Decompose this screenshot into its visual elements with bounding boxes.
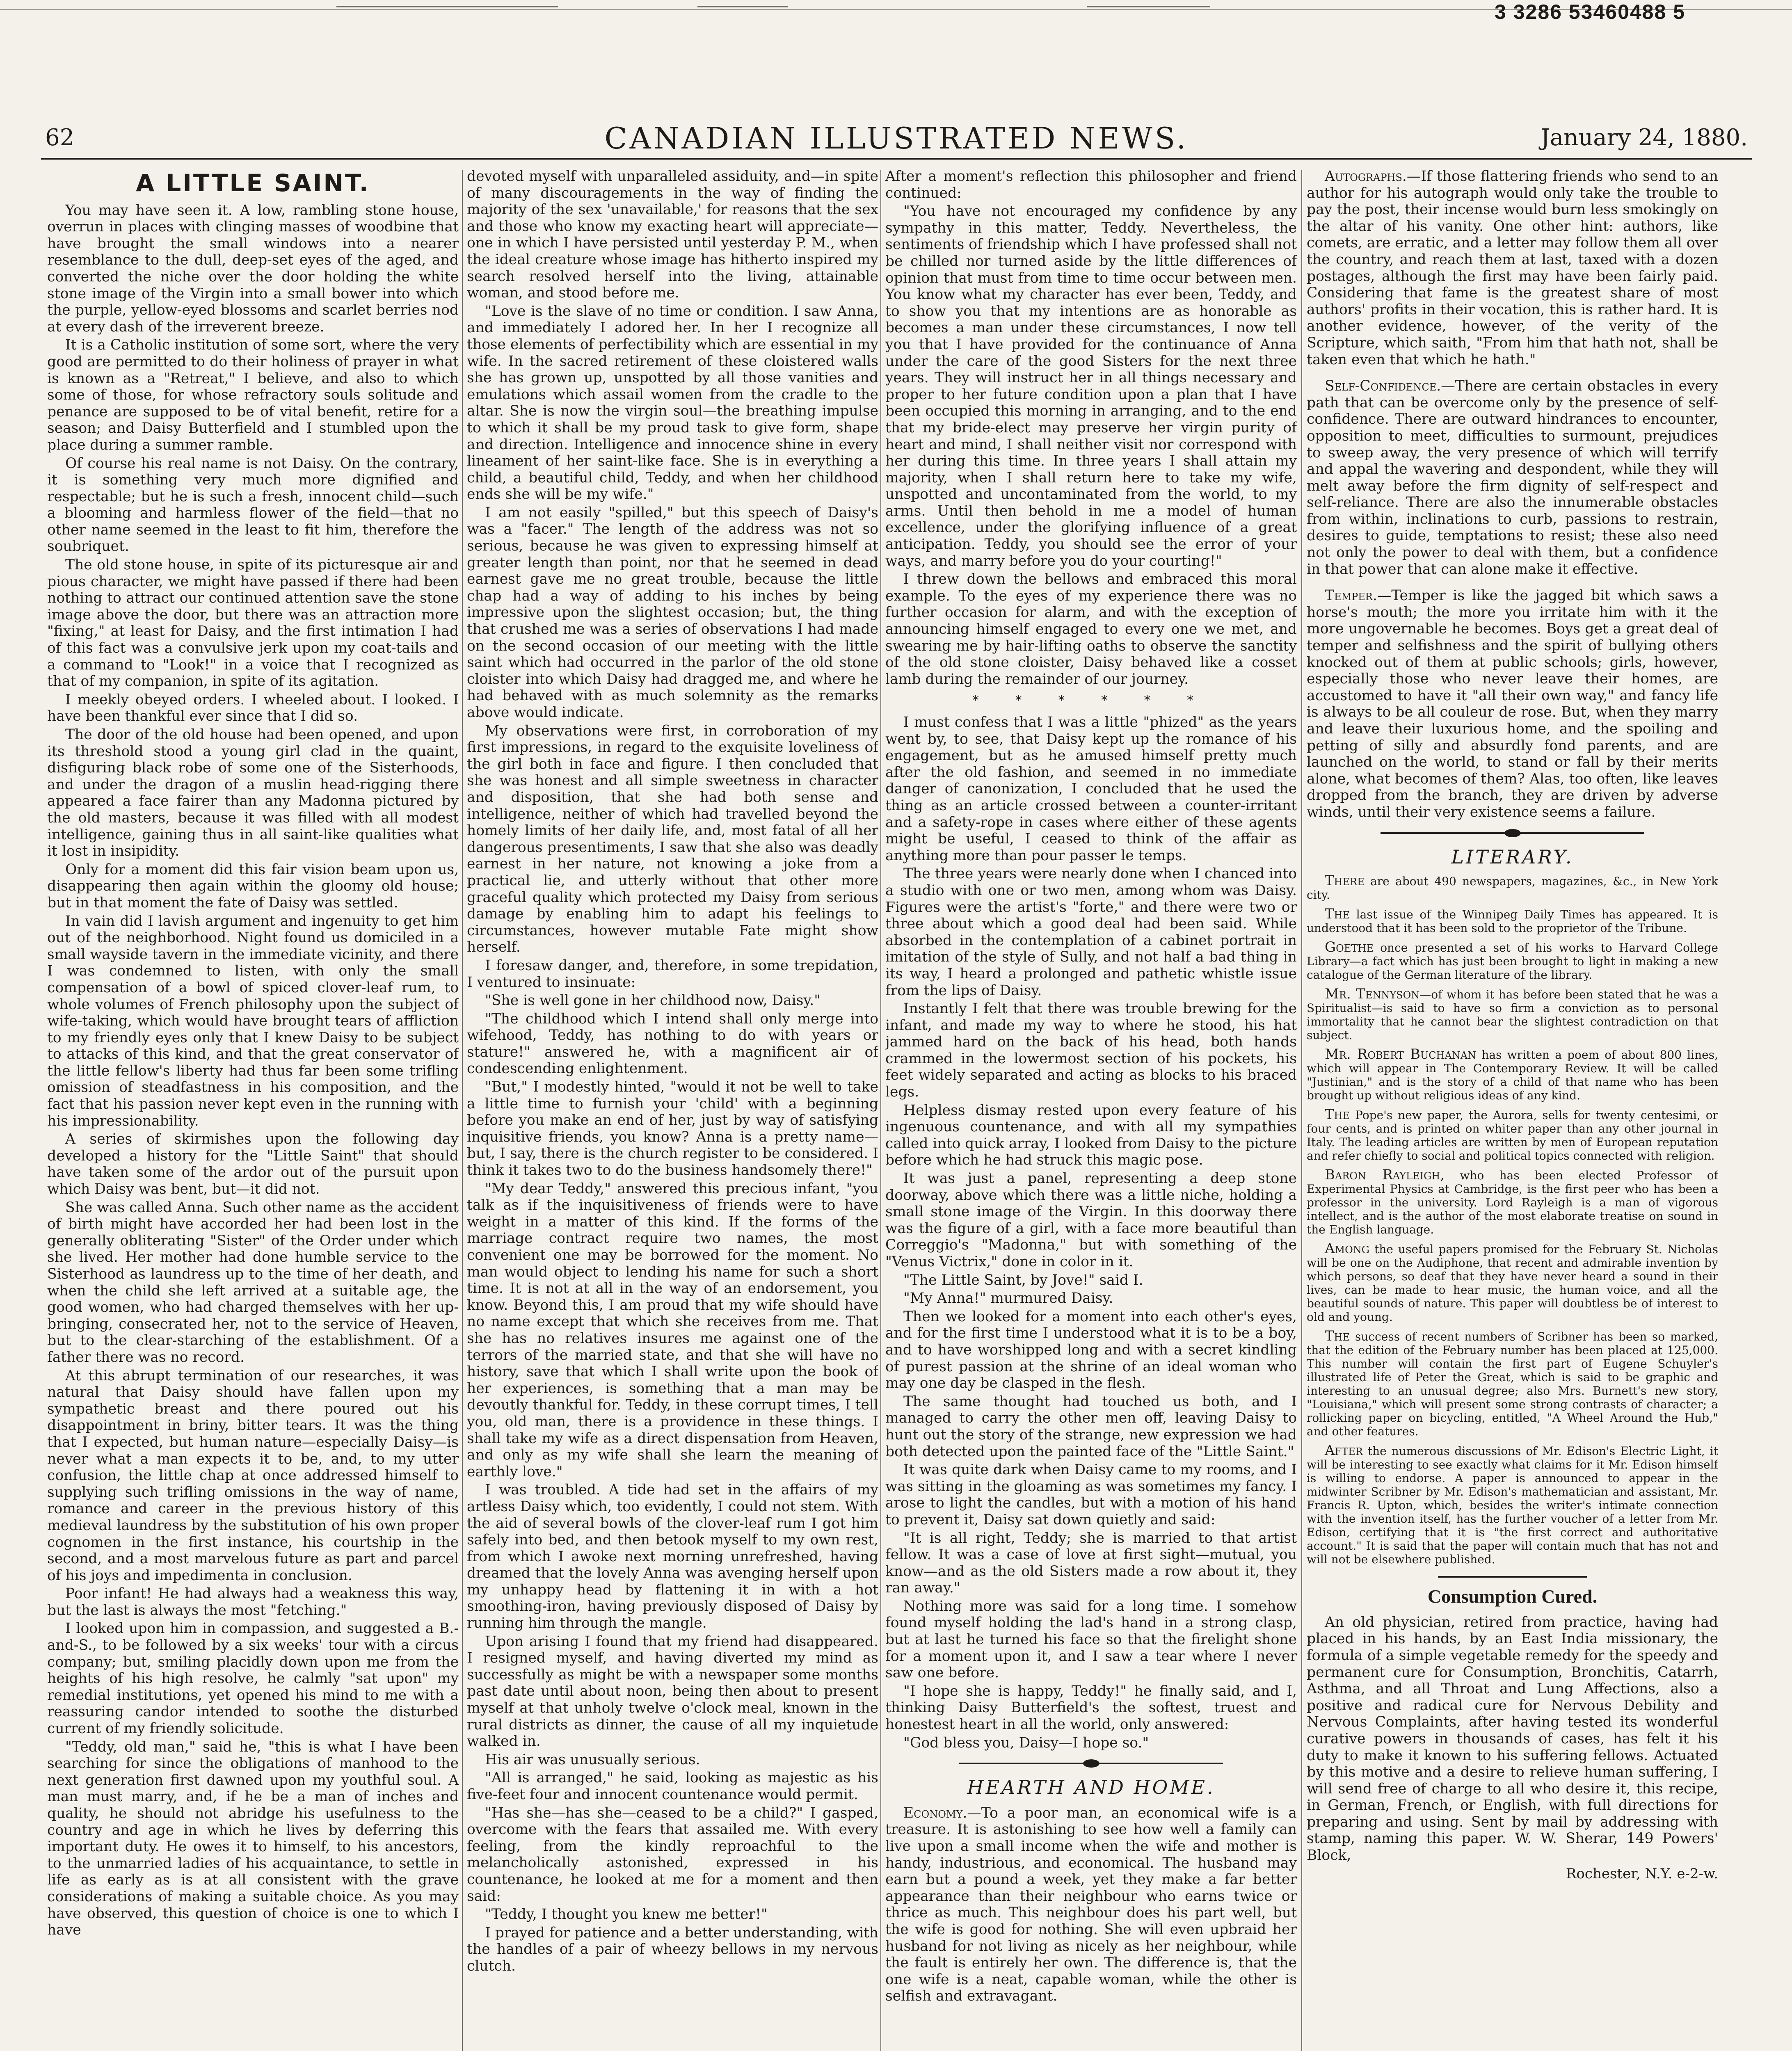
paragraph-self-confidence xyxy=(1307,378,1718,578)
issue-date: January 24, 1880. xyxy=(1541,124,1748,151)
literary-note xyxy=(1307,941,1718,982)
note-lead: There xyxy=(1325,872,1365,889)
top-edge-mark xyxy=(697,6,788,7)
paragraph: I looked upon him in compassion, and suggested a B.-and-S., to be followed by a six weeks' tour with a circus company; but, smiling placidly down upon me from the heights of his high resolve, he calmly "sat upon" my remedial institutions, yet opened his mind to me with a reassuring candor intended to soothe the disturbed current of my friendly solicitude. xyxy=(47,1620,459,1737)
note-lead: Mr. Robert Buchanan xyxy=(1325,1046,1477,1063)
masthead-rule xyxy=(41,158,1752,160)
run-in-heading: Autographs. xyxy=(1325,168,1407,185)
ornamental-rule xyxy=(1307,828,1718,837)
note-text: the useful papers promised for the February St. Nicholas will be one on the Audiphone, that recent and admirable invention by which persons, so deaf that they have never heard a sound in their lives, can be made to hear music, the human voice, and all the beautiful sounds of nature. This paper will doubtless be of interest to old and young. xyxy=(1307,1242,1718,1324)
note-text: once presented a set of his works to Harvard College Library—a fact which has just been brought to light in making a new catalogue of the German literature of the library. xyxy=(1307,941,1718,982)
column-3 xyxy=(885,168,1297,2051)
paragraph: "I hope she is happy, Teddy!" he finally said, and I, thinking Daisy Butterfield's the softest, truest and honestest heart in all the world, only answered: xyxy=(885,1683,1297,1733)
paragraph: Of course his real name is not Daisy. On the contrary, it is something very much more dignified and respectable; but he is such a fresh, innocent child—such a blooming and harmless flower of the field—that no other name seemed in the least to fit him, therefore the soubriquet. xyxy=(47,455,459,555)
paragraph: I was troubled. A tide had set in the affairs of my artless Daisy which, too evidently, I could not stem. With the aid of several bowls of the clover-leaf rum I got him safely into bed, and then betook myself to my own rest, from which I awoke next morning unrefreshed, having dreamed that the lovely Anna was avenging herself upon my unhappy head by flattening it in with a hot smoothing-iron, having previously disposed of Daisy by running him through the mangle. xyxy=(467,1482,878,1632)
paragraph: Only for a moment did this fair vision beam upon us, disappearing then again within the gloomy old house; but in that moment the fate of Daisy was settled. xyxy=(47,861,459,911)
literary-note xyxy=(1307,874,1718,902)
paragraph: I must confess that I was a little "phized" as the years went by, to see, that Daisy kept up the romance of his engagement, but as he amused himself pretty much after the old fashion, and seemed in no immediate danger of canonization, I concluded that he used the thing as an article crossed between a counter-irritant and a safety-rope in cases where either of these agents might be useful, I ceased to think of the affair as anything more than pour passer le temps. xyxy=(885,714,1297,864)
paragraph: "But," I modestly hinted, "would it not be well to take a little time to furnish your 'child' with a beginning before you make an end of her, just by way of satisfying inquisitive friends, you know? Anna is a pretty name—but, I say, there is the church register to be considered. I think it takes two to do the business handsomely there!" xyxy=(467,1079,878,1179)
paragraph: "God bless you, Daisy—I hope so." xyxy=(903,1734,1149,1751)
literary-note xyxy=(1307,907,1718,935)
scan-top-edge xyxy=(0,0,1792,25)
literary-note xyxy=(1307,1168,1718,1236)
page-number: 62 xyxy=(45,124,75,151)
literary-note xyxy=(1307,987,1718,1042)
paragraph: "You have not encouraged my confidence by any sympathy in this matter, Teddy. Nevertheless, the sentiments of friendship which I have professed shall not be chilled nor turned aside by the little differences of opinion that must from time to time occur between men. You know what my character has ever been, Teddy, and to show you that my intentions are as honorable as becomes a man under these circumstances, I now tell you that I have provided for the continuance of Anna under the care of the good Sisters for the next three years. They will instruct her in all things necessary and proper to her future condition upon a plan that I have been occupied this morning in arranging, and to the end that my bride-elect may preserve her virgin purity of heart and mind, I shall neither visit nor correspond with her during this time. In three years I shall attain my majority, when I shall return here to take my wife, unspotted and uncontaminated from the world, to my arms. Until then behold in me a model of human excellence, under the glorifying influence of a great anticipation. Teddy, you should see the error of your ways, and marry before you do your courting!" xyxy=(885,203,1297,569)
paragraph-text: —Temper is like the jagged bit which saws a horse's mouth; the more you irritate him with it the more ungovernable he becomes. Boys get a great deal of temper and selfishness and the spirit of bullying others knocked out of them at public schools; girls, however, especially those who never leave their homes, are accustomed to have it "all their own way," and fancy life is always to be all couleur de rose. But, when they marry and leave their luxurious home, and the spoiling and petting of silly and absurdly fond parents, and are launched on the world, to stand or fall by their merits alone, what becomes of them? Alas, too often, like leaves dropped from the branch, they are driven by adverse winds, until their very existence seems a failure. xyxy=(1307,587,1718,820)
paragraph-autographs xyxy=(1307,168,1718,368)
paragraph: I foresaw danger, and, therefore, in some trepidation, I ventured to insinuate: xyxy=(467,957,878,991)
literary-note xyxy=(1307,1048,1718,1102)
paragraph: The three years were nearly done when I chanced into a studio with one or two men, among whom was Daisy. Figures were the artist's "forte," and there were two or three about which a good deal had been said. While absorbed in the contemplation of a cabinet portrait in imitation of the style of Sully, and not half a bad thing in its way, I heard a prolonged and pathetic whistle issue from the lips of Daisy. xyxy=(885,866,1297,999)
paragraph: "All is arranged," he said, looking as majestic as his five-feet four and innocent countenance would permit. xyxy=(467,1770,878,1803)
paragraph: "The Little Saint, by Jove!" said I. xyxy=(903,1272,1143,1288)
paragraph: The old stone house, in spite of its picturesque air and pious character, we might have passed if there had been nothing to attract our continued attention save the stone image above the door, but there was an attraction more "fixing," at least for Daisy, and the first intimation I had of this fact was a convulsive jerk upon my coat-tails and a command to "Look!" in a voice that I recognized as that of my companion, in spite of its agitation. xyxy=(47,557,459,690)
column-1 xyxy=(47,168,459,2051)
paragraph: My observations were first, in corroboration of my first impressions, in regard to the exquisite loveliness of the girl both in face and figure. I then concluded that she was honest and all simple sweetness in character and disposition, that she had both sense and intelligence, neither of which had travelled beyond the homely limits of her daily life, and, most fatal of all her dangerous presentiments, I saw that she also was deadly earnest in her nature, not knowing a joke from a practical lie, and utterly without that other more graceful quality which protected my Daisy from serious damage by enabling him to adapt his feelings to circumstances, however mutable Fate might show herself. xyxy=(467,722,878,956)
paragraph-text: —To a poor man, an economical wife is a treasure. It is astonishing to see how well a family can live upon a small income when the wife and mother is handy, industrious, and economical. The husband may earn but a pound a week, yet they make a far better appearance than their neighbour who earns twice or thrice as much. This neighbour does his part well, but the wife is good for nothing. She will even upbraid her husband for not living as nicely as her neighbour, while the fault is entirely her own. The difference is, that the one wife is a neat, capable woman, while the other is selfish and extravagant. xyxy=(885,1804,1297,2005)
note-lead: Mr. Tennyson xyxy=(1325,986,1420,1003)
paragraph: "Teddy, I thought you knew me better!" xyxy=(485,1906,768,1923)
paragraph: "The childhood which I intend shall only merge into wifehood, Teddy, has nothing to do with years or stature!" answered he, with a magnificent air of condescending enlightenment. xyxy=(467,1010,878,1077)
note-lead: Baron Rayleigh, xyxy=(1325,1167,1445,1183)
section-title-literary: LITERARY. xyxy=(1451,845,1574,868)
run-in-heading: Economy. xyxy=(903,1804,967,1821)
paragraph-economy xyxy=(885,1805,1297,2005)
column-rule xyxy=(462,170,463,2051)
ornamental-rule xyxy=(885,1759,1297,1768)
section-title-hearth-and-home: HEARTH AND HOME. xyxy=(967,1776,1215,1799)
paragraph-text: —If those flattering friends who send to an author for his autograph would only take the trouble to pay the post, their incense would burn less smokingly on the altar of his vanity. One other hint: authors, like comets, are erratic, and a letter may follow them all over the country, and reach them at last, taxed with a dozen postages, although the first may have been fairly paid. Considering that fame is the greatest share of most authors' profits in their vocation, this is rather hard. It is another evidence, however, of the verity of the Scripture, which saith, "From him that hath not, shall be taken even that which he hath." xyxy=(1307,168,1718,368)
advert-title-consumption-cured: Consumption Cured. xyxy=(1427,1586,1598,1607)
note-text: are about 490 newspapers, magazines, &c., in New York city. xyxy=(1307,875,1718,902)
ornamental-rule xyxy=(1307,1572,1718,1581)
run-in-heading: Temper. xyxy=(1325,587,1377,604)
paragraph: Instantly I felt that there was trouble brewing for the infant, and made my way to where he stood, his hat jammed hard on the back of his head, both hands crammed in the lowermost section of his pockets, his feet widely separated and acting as blocks to his braced legs. xyxy=(885,1000,1297,1101)
note-text: last issue of the Winnipeg Daily Times has appeared. It is understood that it has been sold to the proprietor of the Tribune. xyxy=(1307,908,1718,935)
advert-signature: Rochester, N.Y. e-2-w. xyxy=(1566,1865,1718,1882)
note-lead: The xyxy=(1325,1328,1350,1345)
section-break-stars: * * * * * * xyxy=(972,693,1210,708)
paragraph: Poor infant! He had always had a weakness this way, but the last is always the most "fetching." xyxy=(47,1585,459,1619)
paragraph: It is a Catholic institution of some sort, where the very good are permitted to do their holiness of prayer in what is known as a "Retreat," I believe, and also to which some of those, for whose refractory souls solitude and penance are supposed to be of vital benefit, retire for a season; and Daisy Butterfield and I stumbled upon the place during a summer ramble. xyxy=(47,337,459,453)
top-edge-mark xyxy=(1087,6,1210,7)
advert-text: An old physician, retired from practice, having had placed in his hands, by an East India missionary, the formula of a simple vegetable remedy for the speedy and permanent cure for Consumption, Bronchitis, Catarrh, Asthma, and all Throat and Lung Affections, also a positive and radical cure for Nervous Debility and Nervous Complaints, after having tested its wonderful curative powers in thousands of cases, has felt it his duty to make it known to his suffering fellows. Actuated by this motive and a desire to relieve human suffering, I will send free of charge to all who desire it, this recipe, in German, French, or English, with full directions for preparing and using. Sent by mail by addressing with stamp, naming this paper. W. W. Sherar, 149 Powers' Block, xyxy=(1307,1614,1718,1864)
library-barcode: 3 3286 53460488 5 xyxy=(1495,0,1685,23)
note-text: who has been elected Professor of Experimental Physics at Cambridge, is the first peer who has been a professor in the university. Lord Rayleigh is a man of vigorous intellect, and is the author of the most elaborate treatise on sound in the English language. xyxy=(1307,1169,1718,1237)
paragraph: "Teddy, old man," said he, "this is what I have been searching for since the obligations of manhood to the next generation first dawned upon my youthful soul. A man must marry, and, if he be a man of inches and quality, he should not abridge his usefulness to the country and age in which he lives by deferring this important duty. He owes it to himself, to his ancestors, to the unmarried ladies of his acquaintance, to settle in life as early as is at all consistent with the grave considerations of making a suitable choice. As you may have observed, this question of choice is one to which I have xyxy=(47,1738,459,1939)
paragraph: His air was unusually serious. xyxy=(485,1751,700,1768)
paragraph: "My Anna!" murmured Daisy. xyxy=(903,1290,1113,1307)
paragraph: devoted myself with unparalleled assiduity, and—in spite of many discouragements in the way of finding the majority of the sex 'unavailable,' for reasons that the sex and those who know my exacting heart will appreciate—one in which I have persisted until yesterday P. M., when the ideal creature whose image has hitherto inspired my search resolved herself into the living, attainable woman, and stood before me. xyxy=(467,168,878,301)
note-text: Pope's new paper, the Aurora, sells for twenty centesimi, or four cents, and is printed on whiter paper than any other journal in Italy. The leading articles are written by men of European reputation and refer chiefly to social and political topics connected with religion. xyxy=(1307,1108,1718,1163)
paragraph: In vain did I lavish argument and ingenuity to get him out of the neighborhood. Night found us domiciled in a small wayside tavern in the immediate vicinity, and there I was condemned to listen, with only the small compensation of a bowl of spiced clover-leaf rum, to whole volumes of French philosophy upon the subject of wife-taking, which would have brought tears of affliction to my friendly eyes only that I knew Daisy to be subject to attacks of this kind, and that the great conservator of the little fellow's liberty had thus far been some trifling omission of steadfastness in his composition, and the fact that his passion never kept even in the running with his impressionability. xyxy=(47,913,459,1129)
run-in-heading: Self-Confidence. xyxy=(1325,378,1441,395)
paragraph: It was just a panel, representing a deep stone doorway, above which there was a little niche, holding a small stone image of the Virgin. In this doorway there was the figure of a girl, with a face more beautiful than Correggio's "Madonna," but with something of the "Venus Victrix," done in color in it. xyxy=(885,1170,1297,1270)
paragraph: I prayed for patience and a better understanding, with the handles of a pair of wheezy bellows in my nervous clutch. xyxy=(467,1924,878,1974)
paragraph: The door of the old house had been opened, and upon its threshold stood a young girl clad in the quaint, disfiguring black robe of some one of the Sisterhoods, and under the dragon of a muslin head-rigging there appeared a face fairer than any Madonna pictured by the old masters, because it was filled with all modest intelligence, gaining thus in all saint-like qualities what it lost in insipidity. xyxy=(47,726,459,860)
note-lead: Among xyxy=(1325,1240,1369,1257)
paragraph: I meekly obeyed orders. I wheeled about. I looked. I have been thankful ever since that I did so. xyxy=(47,691,459,725)
literary-note xyxy=(1307,1108,1718,1163)
paragraph: "It is all right, Teddy; she is married to that artist fellow. It was a case of love at first sight—mutual, you know—and as the old Sisters made a row about it, they ran away." xyxy=(885,1530,1297,1596)
literary-note xyxy=(1307,1242,1718,1324)
paragraph: "Love is the slave of no time or condition. I saw Anna, and immediately I adored her. In her I recognize all those elements of perfectibility which are essential in my wife. In the sacred retirement of these cloistered walls she has grown up, unspotted by all those vanities and emulations which assail women from the cradle to the altar. She is now the virgin soul—the breathing impulse to which it shall be my proud task to give form, shape and direction. Intelligence and innocence shine in every lineament of her saint-like face. She is in everything a child, a beautiful child, Teddy, and when her childhood ends she will be my wife." xyxy=(467,303,878,503)
note-text: success of recent numbers of Scribner has been so marked, that the edition of the February number has been placed at 125,000. This number will contain the first part of Eugene Schuyler's illustrated life of Peter the Great, which is said to be graphic and interesting to an unusual degree; also Mrs. Burnett's new story, "Louisiana," which will present some strong contrasts of character; a rollicking paper on bicycling, entitled, "A Wheel Around the Hub," and other features. xyxy=(1307,1330,1718,1439)
publication-title: CANADIAN ILLUSTRATED NEWS. xyxy=(604,121,1189,155)
paragraph: It was quite dark when Daisy came to my rooms, and I was sitting in the gloaming as was sometimes my fancy. I arose to light the candles, but with a motion of his hand to prevent it, Daisy sat down quietly and said: xyxy=(885,1462,1297,1528)
note-lead: Goethe xyxy=(1325,939,1374,956)
column-2 xyxy=(467,168,878,2051)
note-lead: The xyxy=(1325,1106,1350,1123)
column-4 xyxy=(1307,168,1718,2051)
paragraph: At this abrupt termination of our researches, it was natural that Daisy should have fallen upon my sympathetic breast and there poured out his disappointment in briny, bitter tears. It was the thing that I expected, but human nature—especially Daisy—is never what a man expects it to be, and, to my utter confusion, the little chap at once addressed himself to supplying such trifling omissions in the way of name, romance and career in the previous history of this medieval laundress by the substitution of his own proper cognomen in the first instance, his courtship in the second, and a most marvelous future as part and parcel of his joys and impedimenta in conclusion. xyxy=(47,1367,459,1584)
note-text: —of whom it has before been stated that he was a Spiritualist—is said to have so firm a conviction as to personal immortality that he cannot bear the slightest contradiction on that subject. xyxy=(1307,988,1718,1042)
paragraph: "She is well gone in her childhood now, Daisy." xyxy=(485,992,821,1009)
masthead xyxy=(41,121,1752,154)
note-lead: The xyxy=(1325,906,1350,923)
literary-notes xyxy=(1307,874,1718,1566)
column-rule xyxy=(1301,170,1302,2051)
literary-note xyxy=(1307,1329,1718,1438)
paragraph: The same thought had touched us both, and I managed to carry the other men off, leaving Daisy to hunt out the story of the strange, new expression we had both detected upon the painted face of the "Little Saint." xyxy=(885,1393,1297,1460)
paragraph: Upon arising I found that my friend had disappeared. I resigned myself, and having diverted my mind as successfully as might be with a newspaper some months past date until about noon, being then about to present myself at that unholy twelve o'clock meal, known in the rural districts as dinner, the cause of all my inquietude walked in. xyxy=(467,1633,878,1750)
paragraph: A series of skirmishes upon the following day developed a history for the "Little Saint" that should have taken some of the ardor out of the pursuit upon which Daisy was bent, but—it did not. xyxy=(47,1131,459,1198)
paragraph-temper xyxy=(1307,587,1718,820)
story-title: A LITTLE SAINT. xyxy=(136,169,370,197)
paragraph: Nothing more was said for a long time. I somehow found myself holding the lad's hand in a strong clasp, but at last he turned his face so that the firelight shone for a moment upon it, and I saw a tear where I never saw one before. xyxy=(885,1598,1297,1681)
paragraph: "My dear Teddy," answered this precious infant, "you talk as if the inquisitiveness of friends were to have weight in a matter of this kind. If the forms of the marriage contract require two names, the most convenient one may be borrowed for the moment. No man would object to lending his name for such a short time. It is not at all in the way of an endorsement, you know. Beyond this, I am proud that my wife should have no name except that which she receives from me. That she has no relatives insures me against one of the terrors of the married state, and that she will have no history, save that which I shall write upon the book of her experiences, is something that a man may be devoutly thankful for. Teddy, in these corrupt times, I tell you, old man, there is a providence in these things. I shall take my wife as a direct dispensation from Heaven, and only as my wife shall she learn the meaning of earthly love." xyxy=(467,1180,878,1480)
paragraph: After a moment's reflection this philosopher and friend continued: xyxy=(885,168,1297,201)
literary-note xyxy=(1307,1444,1718,1566)
column-rule xyxy=(880,170,881,2051)
paragraph: I am not easily "spilled," but this speech of Daisy's was a "facer." The length of the address was not so serious, because he was given to expressing himself at greater length than point, nor that he seemed in dead earnest gave me no great trouble, because the little chap had a way of adding to his inches by being impressive upon the slightest occasion; but, the thing that crushed me was a series of observations I had made on the second occasion of our meeting with the little saint which had occurred in the parlor of the old stone cloister into which Daisy had dragged me, and where he had behaved with as much solemnity as the remarks above would indicate. xyxy=(467,504,878,721)
paragraph-text: —There are certain obstacles in every path that can be overcome only by the presence of self-confidence. There are outward hindrances to encounter, opposition to meet, difficulties to surmount, prejudices to sweep away, the very presence of which will terrify and appal the wavering and despondent, while they will melt away before the firm dignity of self-respect and self-reliance. There are also the innumerable obstacles from within, inclinations to curb, passions to restrain, desires to guide, temptations to resist; these also need not only the power to deal with them, but a confidence in that power that can alone make it effective. xyxy=(1307,378,1718,578)
paragraph: She was called Anna. Such other name as the accident of birth might have accorded her had been lost in the generally obliterating "Sister" of the Order under which she lived. Her mother had done humble service to the Sisterhood as laundress up to the time of her death, and when the child she left arrived at a suitable age, the good women, who had charged themselves with her up-bringing, consecrated her, not to the service of Heaven, but to the clear-starching of the establishment. Of a father there was no record. xyxy=(47,1199,459,1366)
paragraph: You may have seen it. A low, rambling stone house, overrun in places with clinging masses of woodbine that have brought the small windows into a nearer resemblance to the dull, deep-set eyes of the aged, and converted the niche over the door holding the white stone image of the Virgin into a small bower into which the purple, yellow-eyed blossoms and scarlet berries nod at every dash of the irreverent breeze. xyxy=(47,202,459,335)
note-text: has written a poem of about 800 lines, which will appear in The Contemporary Review. It will be called "Justinian," and is the story of a child of that name who has been brought up without religious ideas of any kind. xyxy=(1307,1048,1718,1103)
note-text: the numerous discussions of Mr. Edison's Electric Light, it will be interesting to see exactly what claims for it Mr. Edison himself is willing to endorse. A paper is announced to appear in the midwinter Scribner by Mr. Edison's mathematician and assistant, Mr. Francis R. Upton, which, besides the writer's intimate connection with the invention itself, has the further voucher of a letter from Mr. Edison, certifying that it is "the first correct and authoritative account." It is said that the paper will contain much that has not and will not be elsewhere published. xyxy=(1307,1444,1718,1567)
note-lead: After xyxy=(1325,1442,1363,1459)
paragraph: I threw down the bellows and embraced this moral example. To the eyes of my experience there was no further occasion for alarm, and with the exception of announcing himself engaged to every one we met, and swearing me by hair-lifting oaths to observe the sanctity of the old stone cloister, Daisy behaved like a cosset lamb during the remainder of our journey. xyxy=(885,571,1297,687)
paragraph: Helpless dismay rested upon every feature of his ingenuous countenance, and with all my sympathies called into quick array, I looked from Daisy to the picture before which he had struck this magic pose. xyxy=(885,1102,1297,1169)
paragraph: "Has she—has she—ceased to be a child?" I gasped, overcome with the fears that assailed me. With every feeling, from the kindly reproachful to the melancholically astonished, expressed in his countenance, he looked at me for a moment and then said: xyxy=(467,1804,878,1905)
paragraph: Then we looked for a moment into each other's eyes, and for the first time I understood what it is to be a boy, and to have worshipped long and with a secret kindling of purest passion at the shrine of an ideal woman who may one day be clasped in the flesh. xyxy=(885,1308,1297,1392)
top-edge-mark xyxy=(336,6,558,7)
